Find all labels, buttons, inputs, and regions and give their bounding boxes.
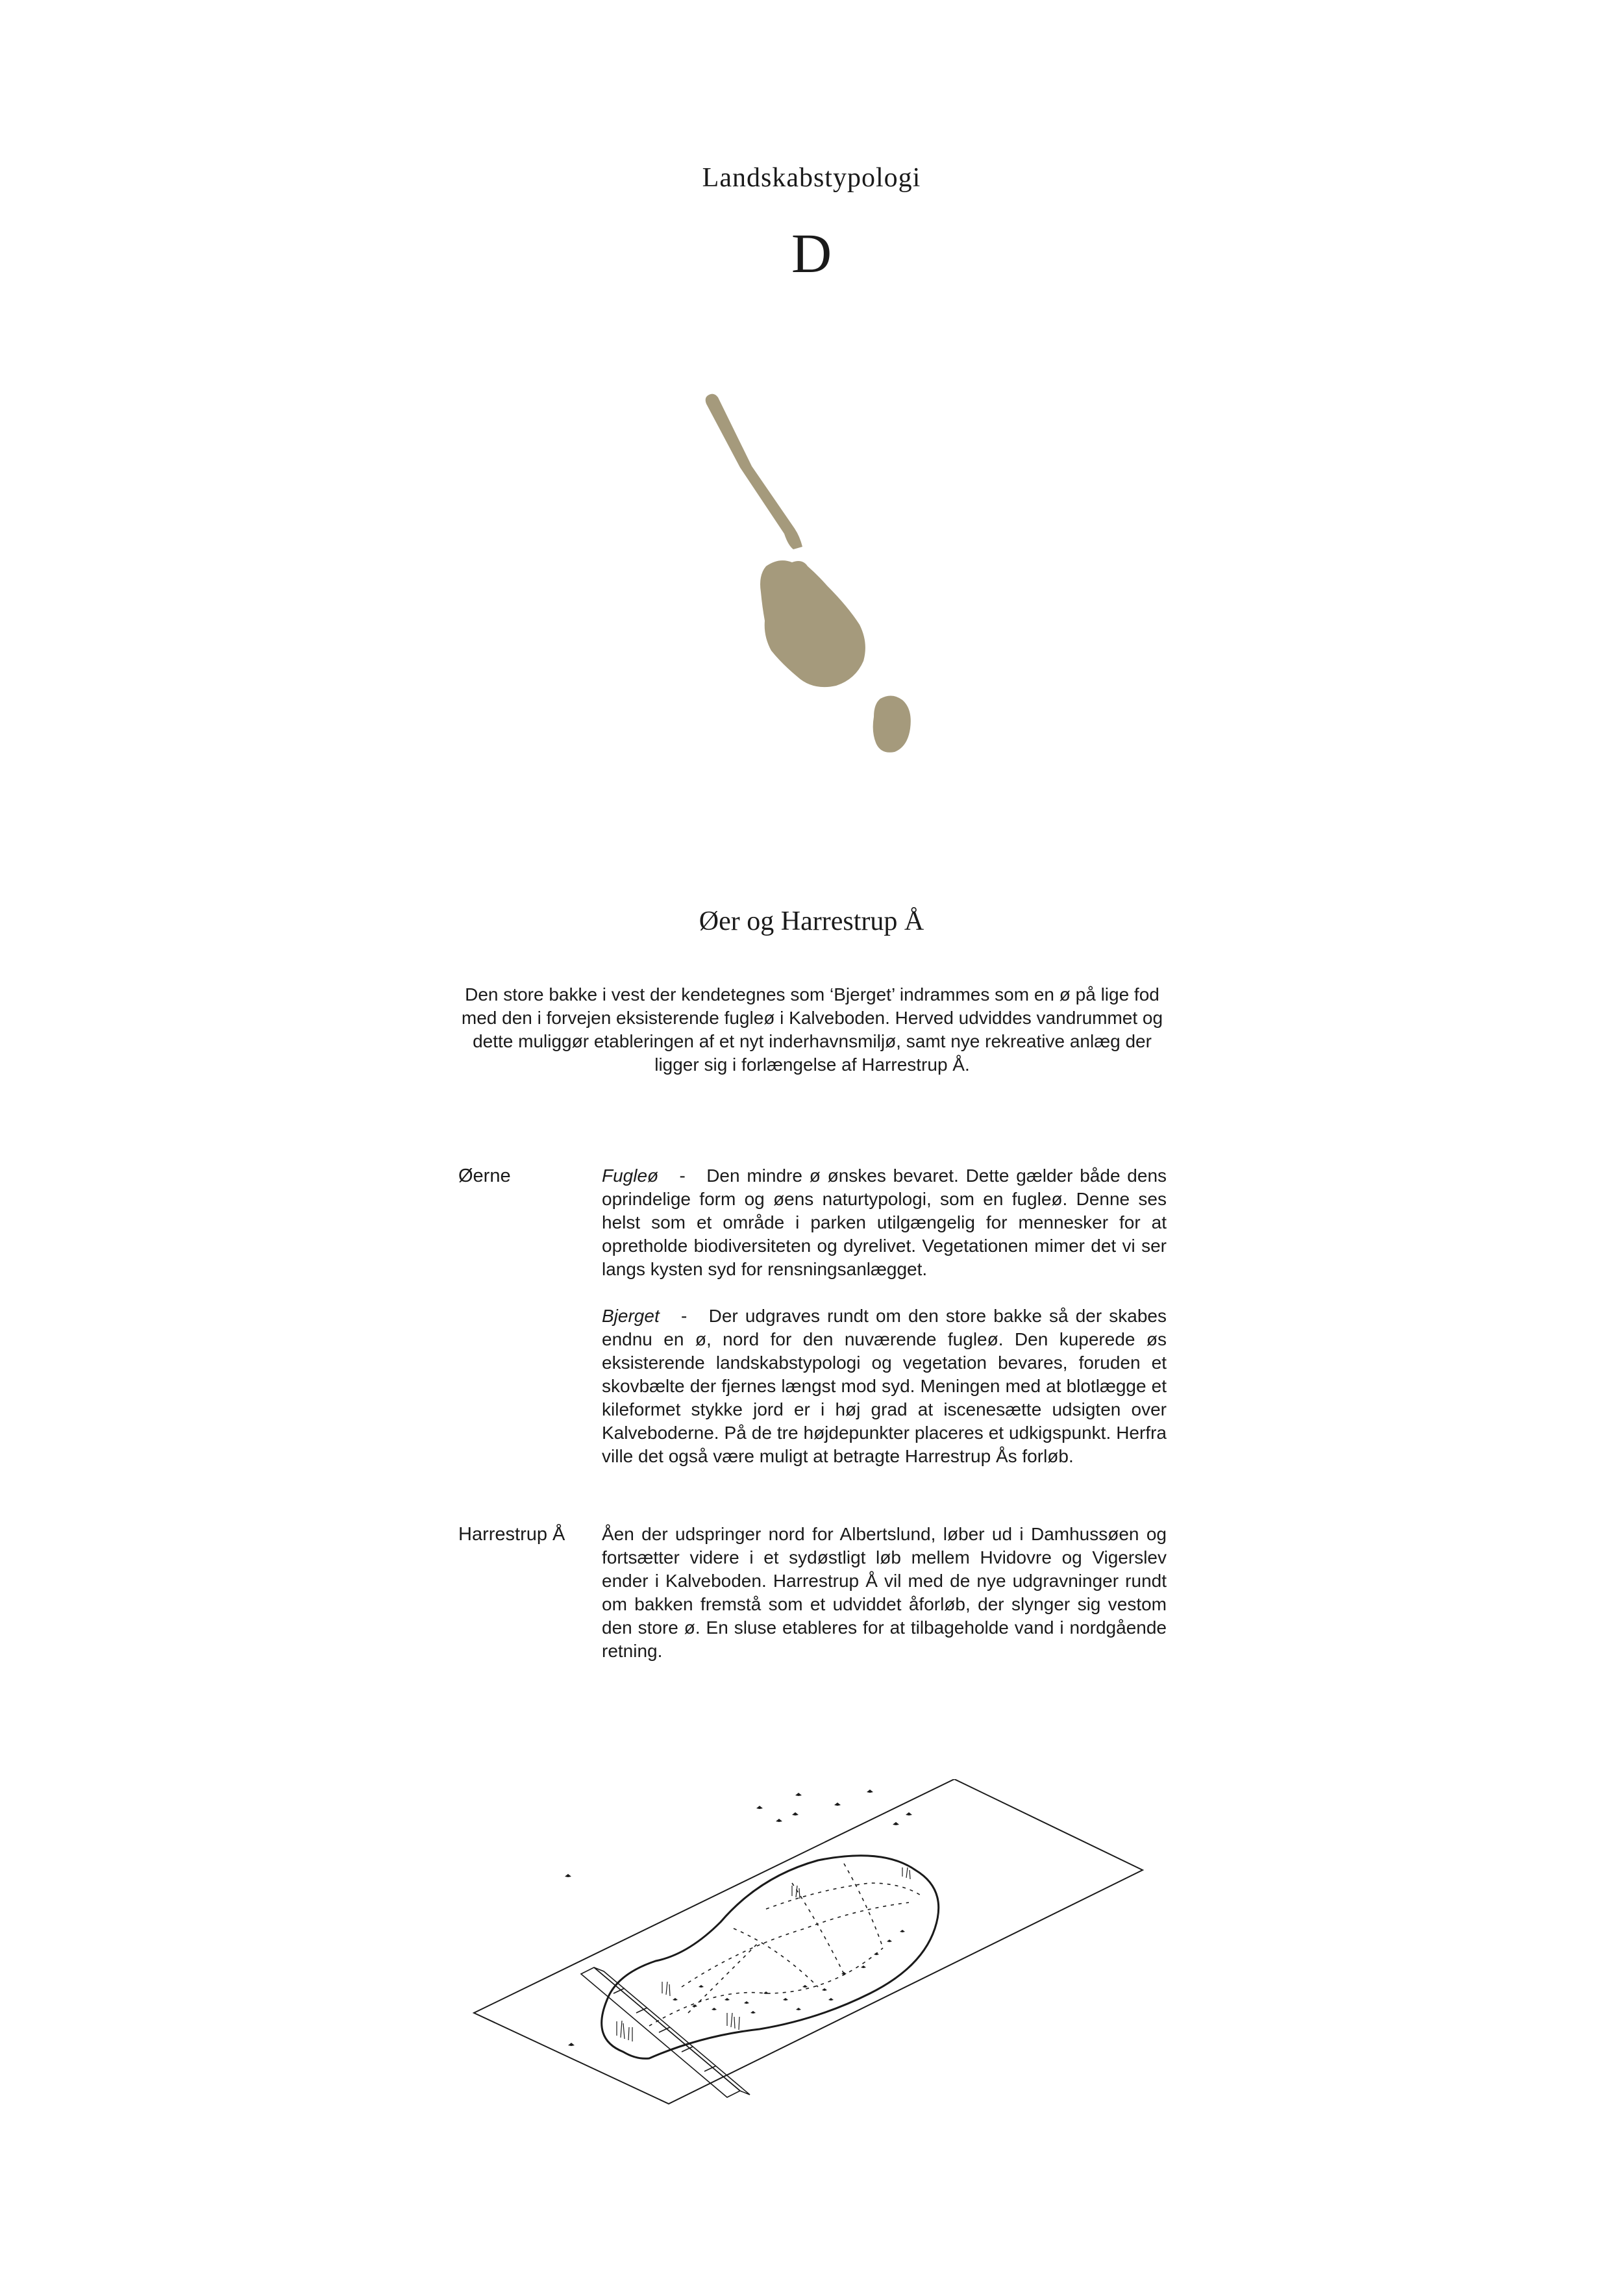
bjerget-name: Bjerget — [602, 1306, 660, 1326]
definition-harrestrup: Åen der udspringer nord for Albertslund, løber ud i Damhussøen og fortsætter videre i et sydøstligt løb mellem Hvidovre og Vigerslev ender i Kalveboden. Harrestrup Å vil med de nye udgravninger rundt om bakken fremstå som et udviddet åforløb, der slynger sig vestom den store ø. En sluse etableres for at tilbageholde vand i nordgående retning. — [602, 1524, 1167, 1661]
dotted-paths — [649, 1864, 922, 2026]
fugleo-text: Den mindre ø ønskes bevaret. Dette gælder både dens oprindelige form og øens naturtypologi, som en fugleø. Denne ses helst som et område i parken utilgængelig for mennesker for at opretholde biodiversiteten og dyrelivet. Vegetationen mimer det vi ser langs kysten syd for rensningsanlægget. — [602, 1166, 1167, 1279]
fugleo-separator: - — [679, 1166, 686, 1186]
term-harrestrup: Harrestrup Å — [458, 1524, 565, 1545]
large-island — [760, 560, 865, 687]
fugleo-paragraph — [602, 1164, 1167, 1281]
ground-plane — [474, 1779, 1143, 2104]
small-island — [873, 695, 911, 752]
term-oerne: Øerne — [458, 1166, 511, 1186]
fugleo-name: Fugleø — [602, 1166, 659, 1186]
definition-oerne — [602, 1164, 1167, 1468]
island-outline — [602, 1856, 939, 2059]
bjerget-paragraph — [602, 1304, 1167, 1468]
axonometric-island-drawing — [454, 1779, 1175, 2143]
bjerget-separator: - — [681, 1306, 688, 1326]
typology-letter: D — [791, 222, 832, 284]
river-channel — [706, 394, 802, 549]
bird-flock — [565, 1790, 912, 2046]
section-title: Øer og Harrestrup Å — [699, 906, 924, 936]
intro-paragraph: Den store bakke i vest der kendetegnes som ‘Bjerget’ indrammes som en ø på lige fod med den i forvejen eksisterende fugleø i Kalveboden. Herved udviddes vandrummet og dette muliggør etableringen af et nyt inderhavnsmiljø, samt nye rekreative anlæg der ligger sig i forlængelse af Harrestrup Å. — [461, 984, 1163, 1075]
bjerget-text: Der udgraves rundt om den store bakke så der skabes endnu en ø, nord for den nuværende fugleø. Den kuperede øs eksisterende landskabstypologi og vegetation bevares, foruden et skovbælte der fjernes længst mod syd. Meningen med at blotlægge et kileformet stykke jord er i høj grad at iscenesætte udsigten over Kalveboderne. På de tre højdepunkter placeres et udkigspunkt. Herfra ville det også være muligt at betragte Harrestrup Ås forløb. — [602, 1306, 1167, 1466]
bridge — [581, 1967, 750, 2097]
island-map-figure — [688, 383, 935, 773]
typology-label: Landskabstypologi — [702, 163, 921, 193]
grass-tufts — [617, 1867, 910, 2041]
